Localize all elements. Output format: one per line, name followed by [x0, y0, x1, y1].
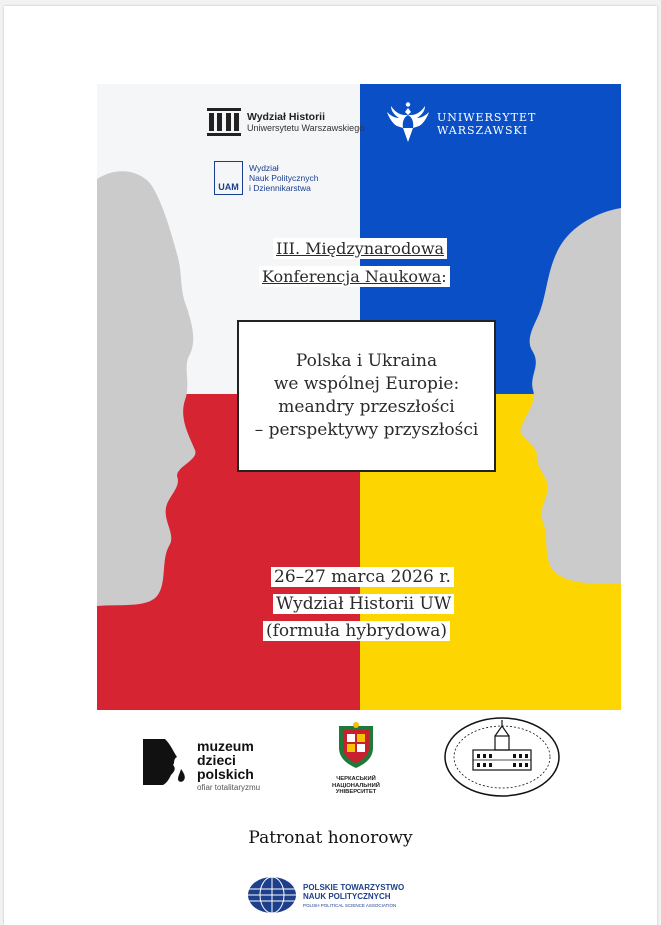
globe-icon	[247, 876, 297, 914]
conference-line2	[259, 266, 450, 287]
wh-line2: Uniwersytetu Warszawskiego	[247, 122, 365, 133]
muzeum-line2: dzieci	[197, 752, 236, 768]
cherkasy-university-logo	[330, 722, 382, 796]
historical-society-seal-icon	[443, 716, 561, 798]
uam-mark: UAM	[218, 182, 239, 192]
title-line2: we wspólnej Europie:	[273, 374, 460, 394]
event-venue: Wydział Historii UW	[273, 594, 454, 614]
event-format: (formuła hybrydowa)	[263, 621, 450, 641]
left-face-silhouette	[97, 171, 195, 606]
cherkasy-line2: НАЦІОНАЛЬНИЙ	[332, 782, 380, 789]
uw-line1: UNIWERSYTET	[437, 111, 537, 124]
ptnp-logo	[247, 876, 404, 914]
university-crest-icon	[333, 722, 379, 770]
ptnp-line2: NAUK POLITYCZNYCH	[303, 891, 391, 901]
right-face-silhouette	[520, 208, 621, 584]
eagle-icon	[385, 102, 431, 146]
uniwersytet-warszawski-logo	[385, 102, 536, 146]
uam-line3: i Dziennikarstwa	[249, 183, 311, 193]
building-icon	[207, 108, 241, 136]
uam-emblem	[214, 161, 243, 195]
cherkasy-line1: ЧЕРКАСЬКИЙ	[336, 776, 376, 782]
patronat-heading: Patronat honorowy	[248, 828, 413, 848]
wydzial-historii-logo	[207, 108, 364, 136]
uam-logo	[214, 161, 318, 195]
title-line4: – perspektywy przyszłości	[254, 420, 479, 440]
muzeum-line1: muzeum	[197, 738, 254, 754]
cherkasy-line3: УНІВЕРСИТЕТ	[335, 789, 377, 795]
sponsor-logos	[0, 712, 661, 812]
ptnp-line1: POLSKIE TOWARZYSTWO	[303, 882, 405, 892]
title-line1: Polska i Ukraina	[295, 351, 438, 371]
uam-line2: Nauk Politycznych	[249, 173, 319, 183]
uw-line2: WARSZAWSKI	[437, 124, 529, 137]
uam-line1: Wydział	[249, 163, 279, 173]
wh-line1: Wydział Historii	[247, 110, 325, 123]
conference-line2-tail: :	[441, 267, 447, 286]
muzeum-logo	[143, 739, 260, 792]
conference-line1: III. Międzynarodowa	[273, 238, 447, 259]
conference-poster	[97, 84, 621, 710]
muzeum-subline: ofiar totalitaryzmu	[197, 783, 261, 792]
muzeum-line3: polskich	[197, 766, 254, 782]
conference-line2-main: Konferencja Naukowa	[262, 267, 442, 286]
child-profile-icon	[143, 739, 189, 787]
title-box	[237, 320, 496, 472]
ptnp-line3: POLISH POLITICAL SCIENCE ASSOCIATION	[303, 902, 397, 908]
event-dates: 26–27 marca 2026 r.	[271, 567, 454, 587]
title-line3: meandry przeszłości	[278, 397, 455, 417]
